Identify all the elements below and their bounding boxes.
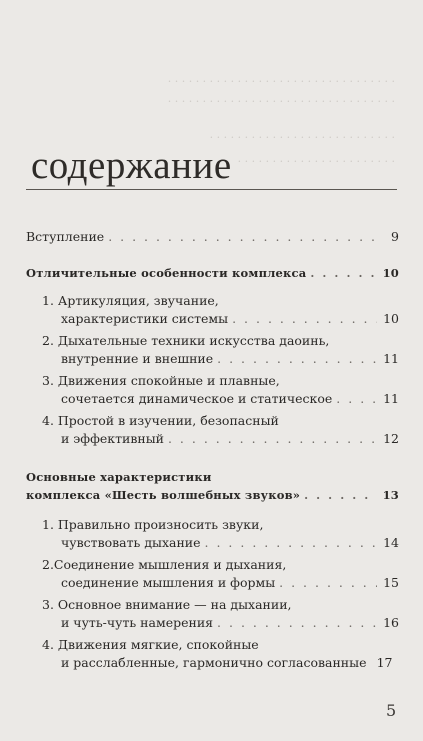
toc-entry-title-cont: соединение мышления и формы xyxy=(61,575,276,590)
leader-dots xyxy=(279,574,377,592)
toc-entry[interactable] xyxy=(26,516,399,552)
toc-entry-page: 14 xyxy=(383,535,399,550)
toc-entry[interactable] xyxy=(26,372,399,408)
toc-entry-page: 15 xyxy=(383,575,399,590)
toc-entry[interactable] xyxy=(26,292,399,328)
toc-entry-title-cont: чувствовать дыхание xyxy=(61,535,201,550)
leader-dots xyxy=(168,430,377,448)
toc-section-heading[interactable] xyxy=(26,468,399,504)
leader-dots xyxy=(232,310,377,328)
toc-entry-title: 1. Правильно произносить звуки, xyxy=(42,517,264,532)
toc-entry-page: 17 xyxy=(376,655,393,670)
toc-entry-title-cont: и чуть-чуть намерения xyxy=(61,615,214,630)
leader-dots xyxy=(336,390,377,408)
bleed-through-line: . . . . . . . . . . . . . . . . . . . . . . . . . . . . . . . . . xyxy=(167,72,395,85)
toc-entry[interactable] xyxy=(26,636,399,672)
toc-list xyxy=(26,228,399,672)
leader-dots xyxy=(304,486,377,504)
bleed-through-line: . . . . . . . . . . . . . . . . . . . . . . . . . . . . . . . . . xyxy=(167,92,395,105)
toc-entry-page: 10 xyxy=(383,311,399,326)
toc-entry-title-cont: и эффективный xyxy=(61,431,164,446)
toc-entry-page: 13 xyxy=(382,488,399,502)
toc-entry-title-cont: внутренние и внешние xyxy=(61,351,214,366)
toc-entry-title: 4. Простой в изучении, безопасный xyxy=(42,413,279,428)
toc-entry[interactable] xyxy=(26,332,399,368)
leader-dots xyxy=(108,228,377,246)
toc-entry-title: Отличительные особенности комплекса xyxy=(26,266,307,280)
toc-heading: содержание xyxy=(31,144,232,187)
toc-entry-title-cont: комплекса «Шесть волшебных звуков» xyxy=(26,488,301,502)
toc-entry-page: 12 xyxy=(383,431,399,446)
toc-entry-title: 3. Движения спокойные и плавные, xyxy=(42,373,280,388)
toc-entry-page: 11 xyxy=(383,391,399,406)
toc-entry-page: 10 xyxy=(382,266,399,280)
heading-rule xyxy=(26,189,397,190)
toc-entry-title: 4. Движения мягкие, спокойные xyxy=(42,637,259,652)
toc-entry-title: 2. Дыхательные техники искусства даоинь, xyxy=(42,333,330,348)
toc-section-heading[interactable] xyxy=(26,264,399,282)
toc-entry-title: Вступление xyxy=(26,229,105,244)
toc-entry-title: Основные характеристики xyxy=(26,470,212,484)
toc-entry-page: 11 xyxy=(383,351,399,366)
leader-dots xyxy=(205,534,377,552)
toc-entry-title: 3. Основное внимание — на дыхании, xyxy=(42,597,292,612)
leader-dots xyxy=(217,350,377,368)
toc-entry[interactable] xyxy=(26,228,399,246)
toc-entry-title-cont: характеристики системы xyxy=(61,311,229,326)
toc-entry[interactable] xyxy=(26,412,399,448)
toc-entry-title-cont: сочетается динамическое и статическое xyxy=(61,391,333,406)
toc-entry-page: 9 xyxy=(391,229,399,244)
toc-entry-title-cont: и расслабленные, гармонично согласованные xyxy=(61,655,367,670)
toc-entry[interactable] xyxy=(26,596,399,632)
page-number: 5 xyxy=(386,701,397,720)
bleed-through-line: . . . . . . . . . . . . . . . . . . . . . . . xyxy=(237,152,395,165)
toc-entry-title: 1. Артикуляция, звучание, xyxy=(42,293,219,308)
bleed-through-line: . . . . . . . . . . . . . . . . . . . . . . . . . . . xyxy=(209,128,395,141)
toc-entry[interactable] xyxy=(26,556,399,592)
leader-dots xyxy=(310,264,377,282)
toc-entry-title: 2.Соединение мышления и дыхания, xyxy=(42,557,287,572)
leader-dots xyxy=(217,614,377,632)
toc-entry-page: 16 xyxy=(383,615,399,630)
